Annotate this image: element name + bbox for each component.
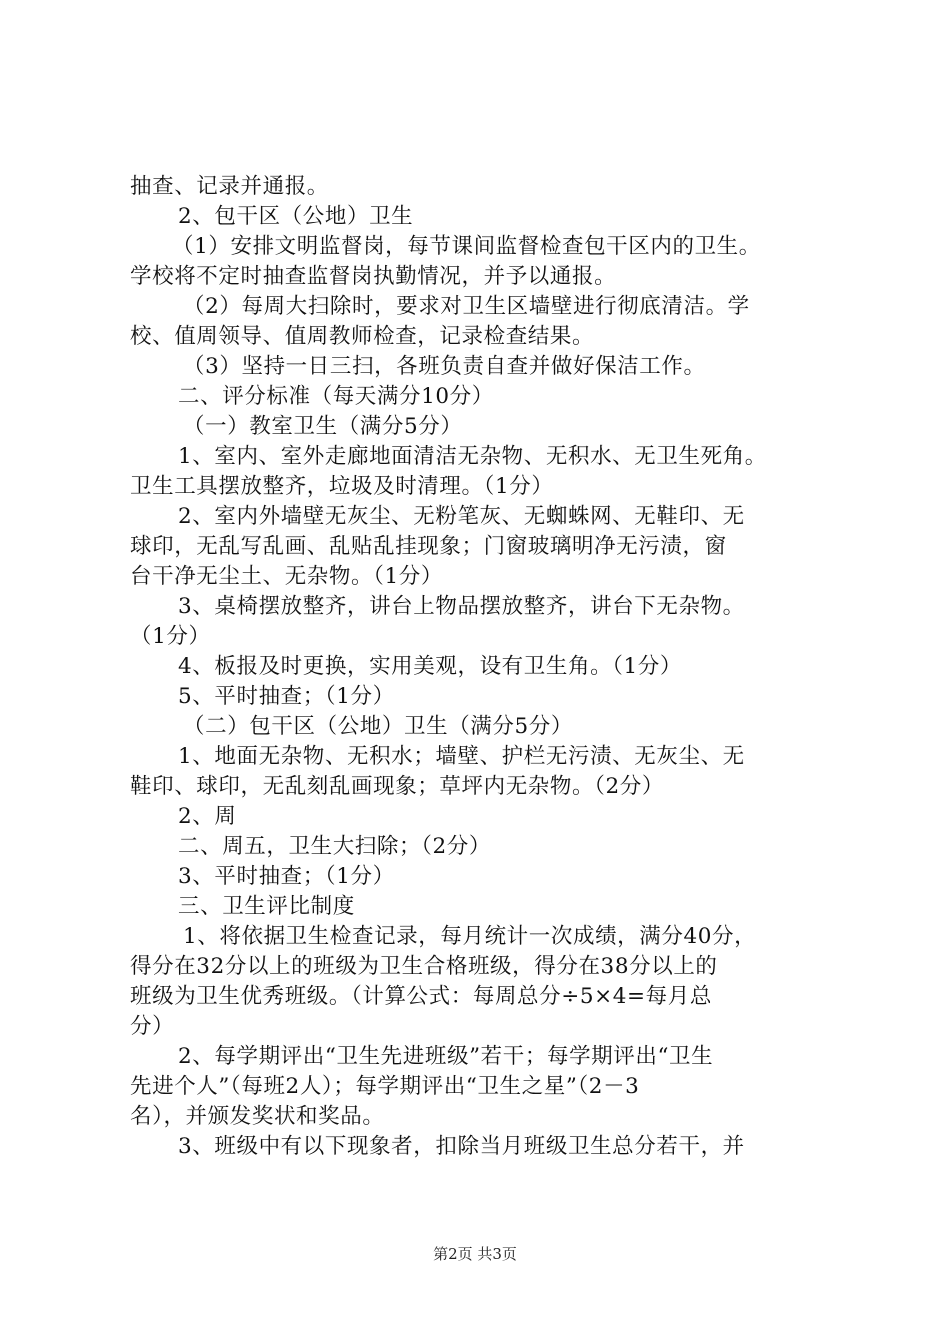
text-line: （一）教室卫生（满分5分） <box>183 414 463 439</box>
text-line: 2、室内外墙壁无灰尘、无粉笔灰、无蜘蛛网、无鞋印、无 <box>178 504 745 529</box>
text-line: 学校将不定时抽查监督岗执勤情况，并予以通报。 <box>130 264 617 289</box>
text-line: 卫生工具摆放整齐，垃圾及时清理。（1分） <box>130 474 554 499</box>
page-number-footer: 第2页 共3页 <box>433 1245 517 1263</box>
text-line: 2、周 <box>178 804 237 829</box>
text-line: 2、包干区（公地）卫生 <box>178 204 414 229</box>
text-line: 得分在32分以上的班级为卫生合格班级，得分在38分以上的 <box>130 954 718 979</box>
text-line: 2、每学期评出“卫生先进班级”若干；每学期评出“卫生 <box>178 1044 714 1069</box>
text-line: （2）每周大扫除时，要求对卫生区墙壁进行彻底清洁。学 <box>183 294 750 319</box>
text-line: 4、板报及时更换，实用美观，设有卫生角。（1分） <box>178 654 683 679</box>
text-line: 分） <box>130 1014 175 1039</box>
text-line: 先进个人”（每班2人）；每学期评出“卫生之星”（2－3 <box>130 1074 640 1099</box>
text-line: 抽查、记录并通报。 <box>130 174 329 199</box>
text-line: 1、将依据卫生检查记录，每月统计一次成绩，满分40分， <box>183 924 757 949</box>
text-line: 二、周五，卫生大扫除；（2分） <box>178 834 491 859</box>
text-line: 1、室内、室外走廊地面清洁无杂物、无积水、无卫生死角。 <box>178 444 767 469</box>
text-line: 三、卫生评比制度 <box>178 894 355 919</box>
text-line: 3、平时抽查；（1分） <box>178 864 395 889</box>
text-line: 班级为卫生优秀班级。（计算公式：每周总分÷5×4=每月总 <box>130 984 712 1009</box>
text-line: 鞋印、球印，无乱刻乱画现象；草坪内无杂物。（2分） <box>130 774 664 799</box>
text-line: （1分） <box>130 624 211 649</box>
text-line: （二）包干区（公地）卫生（满分5分） <box>183 714 573 739</box>
text-line: （3）坚持一日三扫，各班负责自查并做好保洁工作。 <box>183 354 706 379</box>
text-line: 名），并颁发奖状和奖品。 <box>130 1104 385 1129</box>
text-line: 球印，无乱写乱画、乱贴乱挂现象；门窗玻璃明净无污渍，窗 <box>130 534 727 559</box>
text-line: 校、值周领导、值周教师检查，记录检查结果。 <box>130 324 595 349</box>
text-line: 1、地面无杂物、无积水；墙壁、护栏无污渍、无灰尘、无 <box>178 744 745 769</box>
document-body <box>130 172 835 1162</box>
text-line: （1）安排文明监督岗，每节课间监督检查包干区内的卫生。 <box>172 234 761 259</box>
text-line: 5、平时抽查；（1分） <box>178 684 395 709</box>
text-line: 台干净无尘土、无杂物。（1分） <box>130 564 443 589</box>
text-line: 二、评分标准（每天满分10分） <box>178 384 494 409</box>
text-line: 3、班级中有以下现象者，扣除当月班级卫生总分若干，并 <box>178 1134 745 1159</box>
text-line: 3、桌椅摆放整齐，讲台上物品摆放整齐，讲台下无杂物。 <box>178 594 745 619</box>
